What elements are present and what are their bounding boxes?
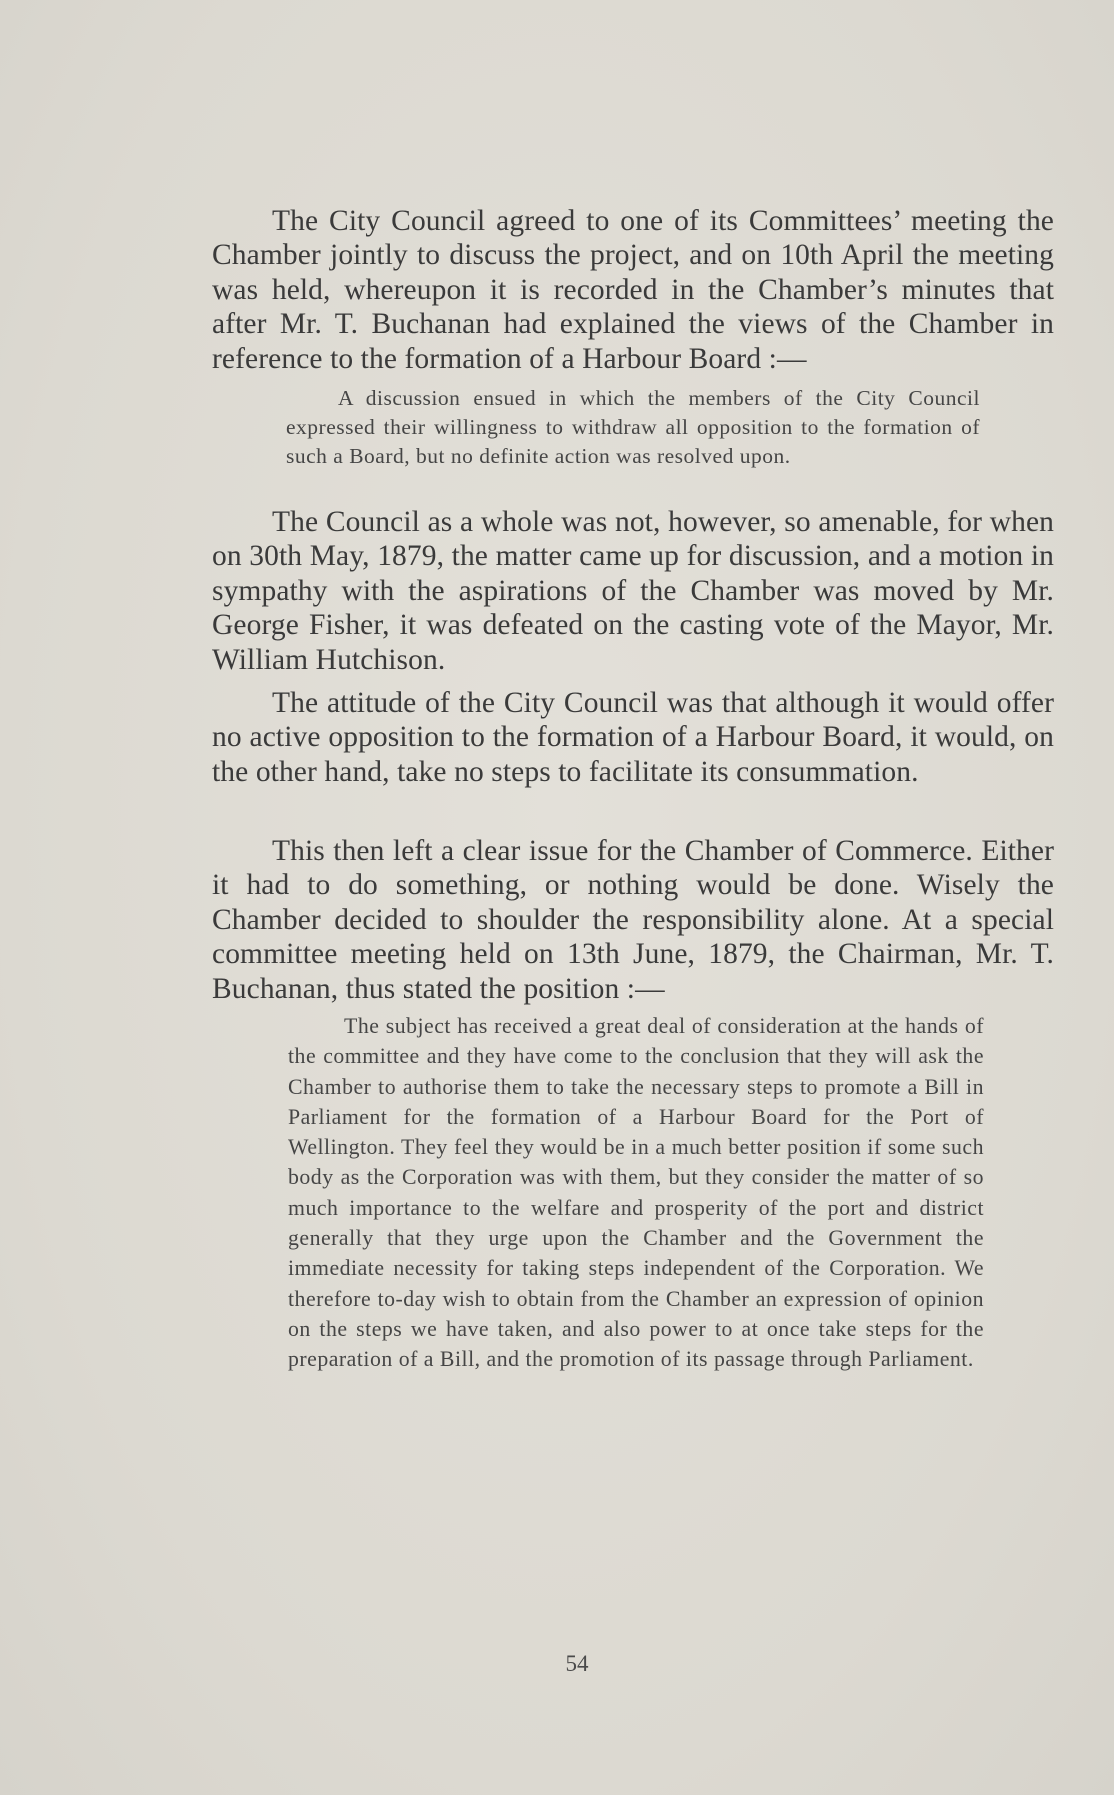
body-paragraph-council-attitude: The attitude of the City Council was that although it would offer no active opposition to the formation of a Harbour Board, it would, on the other hand, take no steps to facilitate its consummation. xyxy=(212,687,1054,788)
quoted-chairman-statement: The subject has received a great deal of consideration at the hands of the committee and they have come to the conclusion that they will ask the Chamber to authorise them to take the necessary steps to promote a Bill in Parliament for the formation of a Harbour Board for the Port of Wellington. They feel they would be in a much better position if some such body as the Corporation was with them, but they consider the matter of so much importance to the welfare and prosperity of the port and district generally that they urge upon the Chamber and the Government the immediate necessity for taking steps independent of the Corporation. We therefore to-day wish to obtain from the Chamber an expression of opinion on the steps we have taken, and also power to at once take steps for the preparation of a Bill, and the promotion of its passage through Parliament. xyxy=(288,1014,984,1372)
quoted-minutes-discussion: A discussion ensued in which the members of the City Council expressed their willingness to withdraw all opposition to the formation of such a Board, but no definite action was resolved upon. xyxy=(286,386,980,468)
body-paragraph-chamber-decision: This then left a clear issue for the Chamber of Commerce. Either it had to do something, or nothing would be done. Wisely the Chamber decided to shoulder the responsibility alone. At a special committee meeting held on 13th June, 1879, the Chairman, Mr. T. Buchanan, thus stated the position :— xyxy=(212,835,1054,1005)
page-number: 54 xyxy=(565,1651,589,1676)
body-paragraph-council-motion: The Council as a whole was not, however, so amenable, for when on 30th May, 1879, the matter came up for discussion, and a motion in sympathy with the aspirations of the Chamber was moved by Mr. George Fisher, it was defeated on the casting vote of the Mayor, Mr. William Hutchison. xyxy=(212,506,1054,676)
body-paragraph-council-meeting: The City Council agreed to one of its Committees’ meeting the Chamber jointly to discuss the project, and on 10th April the meeting was held, whereupon it is recorded in the Chamber’s minutes that after Mr. T. Buchanan had explained the views of the Chamber in reference to the formation of a Harbour Board :— xyxy=(212,205,1054,375)
